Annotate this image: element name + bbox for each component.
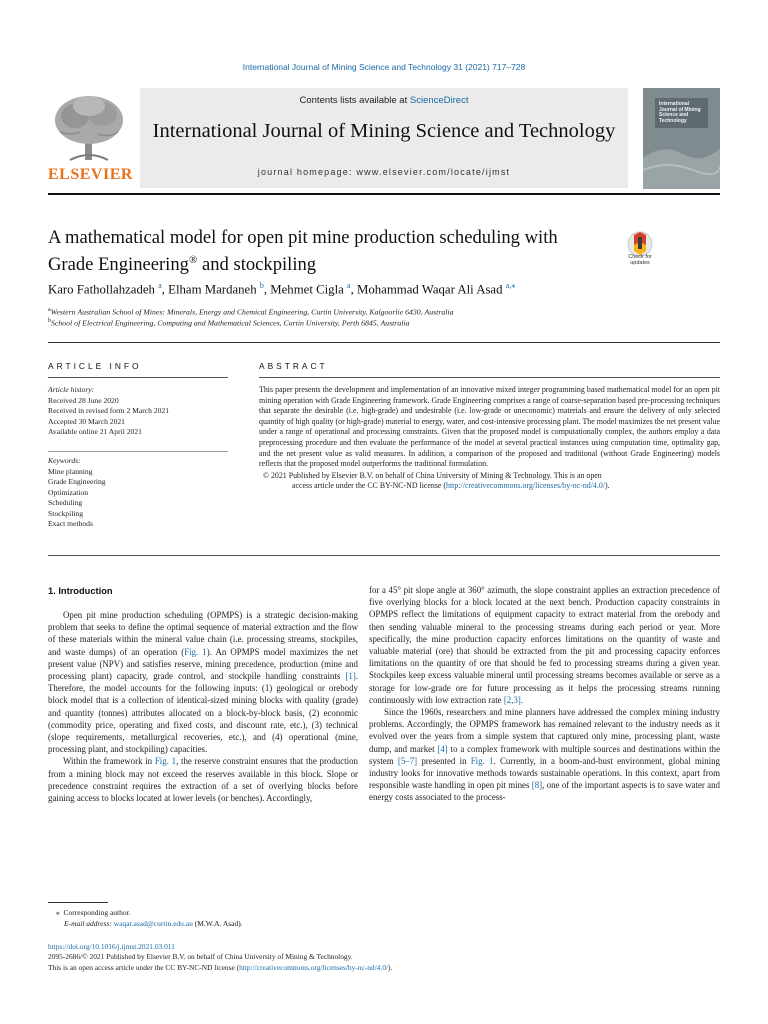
keyword[interactable]: Scheduling (48, 498, 83, 507)
text: . Currently, in a boom-and-bust environment, global mining industry looks for innovative methods towards sustainable operations. In this context, apart from responsible waste handling in open pit mines (369, 755, 720, 791)
figure-ref-link[interactable]: Fig. 1 (154, 756, 177, 767)
keywords-block (48, 456, 228, 530)
text: Since the 1960s, researchers and mine planners have addressed the complex mining industry problems. Accordingly, the OPMPS framework has remained relevant to the industry needs as it evolved over the years from a simple system that captured only mine, processing plant, waste dump, and market (369, 707, 720, 754)
footnote-rule (48, 902, 108, 903)
text: to a complex framework with multiple sources and destinations within the system (369, 743, 721, 766)
history-item: Available online 21 April 2021 (48, 427, 142, 436)
body-column-left (48, 609, 358, 804)
cover-title: International Journal of Mining Science and Technology (659, 101, 701, 124)
author-name[interactable]: Karo Fathollahzadeh (48, 282, 155, 297)
contents-prefix: Contents lists available at (299, 95, 410, 106)
citation-link[interactable]: [8] (531, 780, 543, 791)
oa-license-link[interactable]: http://creativecommons.org/licenses/by-nc-nd/4.0/ (239, 962, 388, 972)
cc-license-link[interactable]: http://creativecommons.org/licenses/by-nc-nd/4.0/ (446, 481, 605, 491)
citation-link[interactable]: [5–7] (397, 755, 418, 766)
figure-ref-link[interactable]: Fig. 1 (470, 755, 494, 766)
citation-link[interactable]: [2,3] (503, 694, 521, 705)
journal-citation-link[interactable]: International Journal of Mining Science and Technology 31 (2021) 717–728 (242, 62, 526, 72)
contents-lists-line (140, 95, 628, 106)
crossmark-label: Check for updates (628, 254, 652, 266)
elsevier-tree-logo (50, 92, 128, 164)
article-history (48, 385, 228, 444)
keyword[interactable]: Optimization (48, 487, 89, 497)
figure-ref-link[interactable]: Fig. 1 (184, 646, 207, 657)
oa-text: ). (387, 962, 393, 972)
email-link[interactable]: waqar.asad@curtin.edu.au (113, 919, 193, 929)
author-name[interactable]: Mehmet Cigla (270, 282, 344, 297)
text: presented in (417, 755, 471, 766)
open-access-line (48, 963, 720, 973)
history-item: Received in revised form 2 March 2021 (48, 406, 170, 415)
affiliation-b (48, 318, 409, 328)
affil-marker: a (48, 307, 51, 313)
history-item: Accepted 30 March 2021 (48, 416, 125, 426)
author-name[interactable]: Mohammad Waqar Ali Asad (356, 282, 503, 297)
article-info-heading: ARTICLE INFO (48, 361, 142, 371)
header-rule (48, 193, 720, 195)
text: , the reserve constraint ensures that the production from a mining block may not exceed the reserves available in this block. Slope or precedence constraint requires the extraction of a set of overlying blocks before gaining access to blocks located at lower levels (or benches). Accordingly, (48, 756, 358, 804)
footnote-email-line (48, 918, 368, 929)
affil-marker: b (48, 318, 51, 324)
email-owner: (M.W.A. Asad). (194, 919, 243, 929)
text: . (520, 694, 524, 705)
license-text: ). (605, 481, 610, 491)
keywords-label: Keywords: (48, 456, 81, 465)
issn-line: 2095-2686/© 2021 Published by Elsevier B.V. on behalf of China University of Mining & Technology. (48, 952, 353, 962)
abstract-body: This paper presents the development and implementation of an innovative mixed integer programming based mathematical model for an open pit mining operation with Grade Engineering framework. Grade Engineering comprises a range of coarse-separation based pre-processing techniques that separate the desirable (i.e. high-grade) and undesirable (i.e. low-grade or uneconomic) materials and ensure the delivery of only selected quantity of high quality (or high-grade) material to energy, water, and cost-intensive processing plant. The model maximizes the net present value under a range of operational and processing constraints. Given that the proposed model is computationally complex, the authors employ a data preprocessing procedure and then evaluate the performance of the model at several practical instances using computation time, optimality gap, and the net present value as valid measures. In addition, a comparison of the proposed and traditional (without Grade Engineering) models reflects that the proposed model outperforms the traditional formulation. (259, 385, 720, 469)
email-label: E-mail address: (64, 919, 112, 929)
author-affil-sup[interactable]: a (347, 281, 351, 290)
journal-homepage-link[interactable]: journal homepage: www.elsevier.com/locate/ijmst (257, 167, 511, 177)
title-part: Grade Engineering (48, 254, 189, 276)
paragraph (48, 755, 358, 804)
footnote-line (48, 907, 368, 918)
text: Open pit mine production scheduling (OPMPS) is a strategic decision-making problem that seeks to define the optimal sequence of material extraction and the flow of these materials within the mineral value chain (i.e. processing streams, stockpiles, and waste dumps) of an operation ( (48, 610, 358, 657)
author-list: Karo Fathollahzadeh $^a$, Elham Mardaneh $^b$, Mehmet Cigla $^a$, Mohammad Waqar Ali Asad $^{a,⁎}$ (48, 281, 516, 297)
section-rule (48, 342, 720, 343)
history-label: Article history: (48, 385, 95, 394)
abstract-license-line-2 (259, 481, 720, 492)
license-text: access article under the CC BY-NC-ND license ( (292, 481, 447, 491)
paragraph (369, 584, 720, 706)
text: . Therefore, the model accounts for the following inputs: (1) geological or orebody block model that is a collection of identical-sized mining blocks with quality (grade) and quantity (tonnes) attributes allocated on a block-by-block basis, (2) economic (commodity price, operating and fixed costs, and discount rate, etc.), (3) technical (slope requirements, metallurgical recoveries, etc.), and (4) operational (mine, processing plant, and stockpiling) capacities. (48, 671, 358, 755)
author-name[interactable]: Elham Mardaneh (168, 282, 257, 297)
text: for a 45° pit slope angle at 360° azimuth, the slope constraint applies an extraction precedence of five overlying blocks for a block located at the next bench. Production capacity constraints in OPMPS reflect the limitations of equipment capacity to extract material from the orebody and then sending valuable mineral to the processing streams during each period or year. More specifically, the mine production capacity enforces limitations on the quantity of waste and valuable material (ore) that should be extracted from the pit and processing capacity enforces limitations on the quantity of ore that should be fed to processing streams during a given year. Stockpiles keep excess valuable mineral until processing streams becomes available or serve as a storage for low-grade ore for future processing as it helps the processing streams running continuously with low extraction rate (369, 585, 720, 705)
affil-text: Western Australian School of Mines: Minerals, Energy and Chemical Engineering, Curtin University, Kalgoorlie 6430, Australia (50, 307, 454, 317)
abstract-heading: ABSTRACT (259, 361, 328, 371)
title-line-1: A mathematical model for open pit mine production scheduling with (48, 227, 558, 248)
keyword[interactable]: Grade Engineering (48, 477, 106, 486)
registered-mark: ® (188, 254, 198, 266)
title-line-2 (48, 249, 608, 276)
bibliographic-footer (48, 942, 720, 973)
section-heading-introduction: 1. Introduction (48, 586, 113, 596)
oa-text: This is an open access article under the CC BY-NC-ND license ( (48, 962, 240, 972)
paragraph (48, 609, 358, 755)
keyword[interactable]: Stockpiling (48, 508, 84, 518)
author-affil-sup[interactable]: a,⁎ (505, 281, 516, 290)
corresponding-author-footnote (48, 907, 368, 929)
elsevier-wordmark: ELSEVIER (48, 166, 133, 183)
sciencedirect-link[interactable]: ScienceDirect (409, 95, 469, 106)
journal-cover-image (643, 88, 720, 189)
journal-title: International Journal of Mining Science and Technology (152, 120, 616, 142)
doi-link[interactable]: https://doi.org/10.1016/j.ijmst.2021.03.011 (48, 942, 175, 951)
article-info-rule (48, 377, 228, 378)
abstract-license-line: © 2021 Published by Elsevier B.V. on behalf of China University of Mining & Technology. This is an open (263, 470, 602, 480)
footnote-marker: ⁎ (56, 908, 60, 917)
body-column-right (369, 584, 720, 804)
paragraph (369, 706, 720, 804)
text: ). An OPMPS model maximizes the net present value (NPV) and satisfies reserve, mining precedence, production (mine and processing plant) capacity, grade control, and stockpile handling constraints (48, 646, 358, 682)
footnote-text: Corresponding author. (63, 908, 131, 917)
abstract-text (259, 385, 720, 492)
author-affil-sup[interactable]: b (259, 281, 264, 290)
keyword[interactable]: Exact methods (48, 519, 93, 528)
abstract-bottom-rule (48, 555, 720, 556)
article-title (48, 226, 608, 276)
citation-link[interactable]: [1] (345, 671, 356, 682)
title-part: and stockpiling (197, 254, 317, 276)
keyword[interactable]: Mine planning (48, 466, 93, 476)
author-affil-sup[interactable]: a (158, 281, 162, 290)
text: , one of the important aspects is to save water and energy costs associated to the process- (369, 780, 720, 803)
affil-text: School of Electrical Engineering, Computing and Mathematical Sciences, Curtin University, Perth 6845, Australia (51, 318, 410, 328)
history-item: Received 28 June 2020 (48, 395, 119, 405)
keywords-rule (48, 451, 228, 452)
abstract-rule (259, 377, 720, 378)
text: Within the framework in (63, 756, 155, 767)
affiliation-a (48, 307, 454, 317)
citation-link[interactable]: [4] (437, 743, 448, 754)
